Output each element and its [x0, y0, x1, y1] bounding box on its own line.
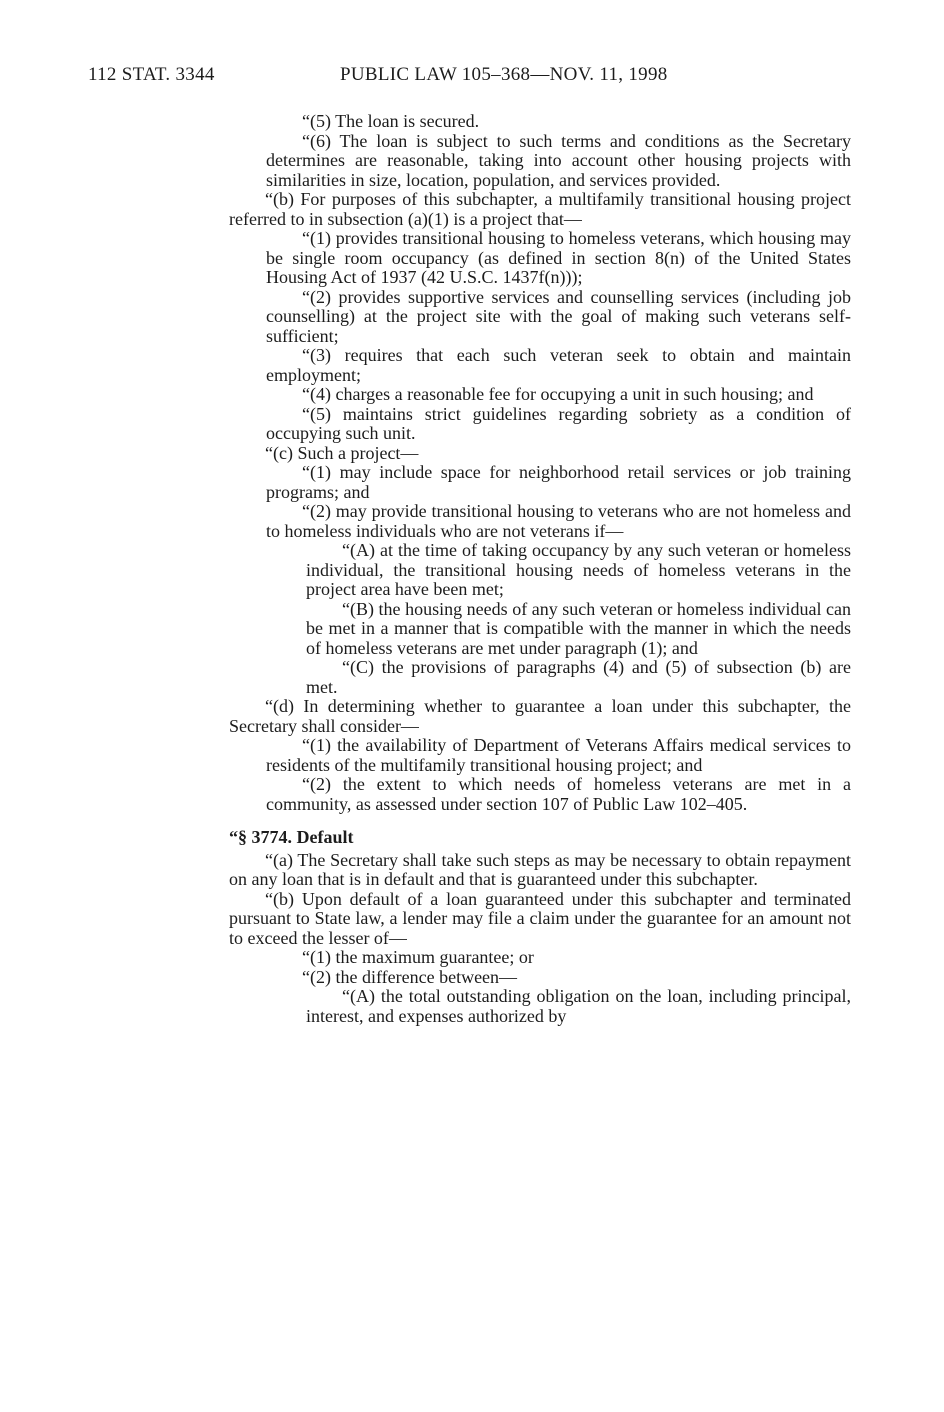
paragraph: “(b) Upon default of a loan guaranteed under this subchapter and terminated pursuant to State law, a lender may file a claim under the guarantee for an amount not to exceed the lesser of— [229, 888, 851, 948]
paragraph: “(a) The Secretary shall take such steps as may be necessary to obtain repayment on any loan that is in default and that is guaranteed under this subchapter. [229, 849, 851, 889]
public-law-title: PUBLIC LAW 105–368—NOV. 11, 1998 [340, 64, 668, 85]
paragraph: “(5) The loan is secured. [302, 111, 480, 131]
paragraph: “(A) the total outstanding obligation on the loan, including principal, interest, and expenses authorized by [306, 986, 851, 1026]
paragraph: “(4) charges a reasonable fee for occupying a unit in such housing; and [302, 384, 814, 404]
paragraph: “(1) the availability of Department of Veterans Affairs medical services to residents of the multifamily transitional housing project; and [266, 735, 851, 775]
paragraph: “(2) the difference between— [302, 966, 518, 987]
paragraph: “(c) Such a project— [265, 442, 419, 463]
paragraph: “(1) may include space for neighborhood retail services or job training programs; and [266, 462, 851, 502]
paragraph: “(2) the extent to which needs of homeless veterans are met in a community, as assessed under section 107 of Public Law 102–405. [266, 774, 851, 814]
page-header [88, 64, 884, 94]
paragraph: “(5) maintains strict guidelines regarding sobriety as a condition of occupying such unit. [266, 403, 851, 443]
statute-page-number: 112 STAT. 3344 [88, 64, 215, 85]
paragraph: “(B) the housing needs of any such veteran or homeless individual can be met in a manner that is compatible with the manner in which the needs of homeless veterans are met under paragraph (1); and [306, 598, 851, 658]
paragraph: “(6) The loan is subject to such terms and conditions as the Secretary determines are reasonable, taking into account other housing projects with similarities in size, location, population, and services provided. [266, 130, 851, 190]
paragraph: “(3) requires that each such veteran seek to obtain and maintain employment; [266, 345, 851, 385]
paragraph: “(2) may provide transitional housing to veterans who are not homeless and to homeless individuals who are not veterans if— [266, 501, 851, 541]
paragraph: “(d) In determining whether to guarantee a loan under this subchapter, the Secretary shall consider— [229, 696, 851, 736]
document-body [229, 112, 851, 1026]
paragraph: “(C) the provisions of paragraphs (4) and (5) of subsection (b) are met. [306, 657, 851, 697]
paragraph: “(b) For purposes of this subchapter, a multifamily transitional housing project referred to in subsection (a)(1) is a project that— [229, 189, 851, 229]
section-heading: “§ 3774. Default [229, 827, 354, 847]
paragraph: “(1) provides transitional housing to homeless veterans, which housing may be single room occupancy (as defined in section 8(n) of the United States Housing Act of 1937 (42 U.S.C. 1437f(n))); [266, 228, 851, 287]
paragraph: “(2) provides supportive services and counselling services (including job counselling) at the project site with the goal of making such veterans self-sufficient; [266, 286, 851, 346]
paragraph: “(A) at the time of taking occupancy by any such veteran or homeless individual, the transitional housing needs of homeless veterans in the project area have been met; [306, 540, 851, 599]
paragraph: “(1) the maximum guarantee; or [302, 947, 534, 967]
